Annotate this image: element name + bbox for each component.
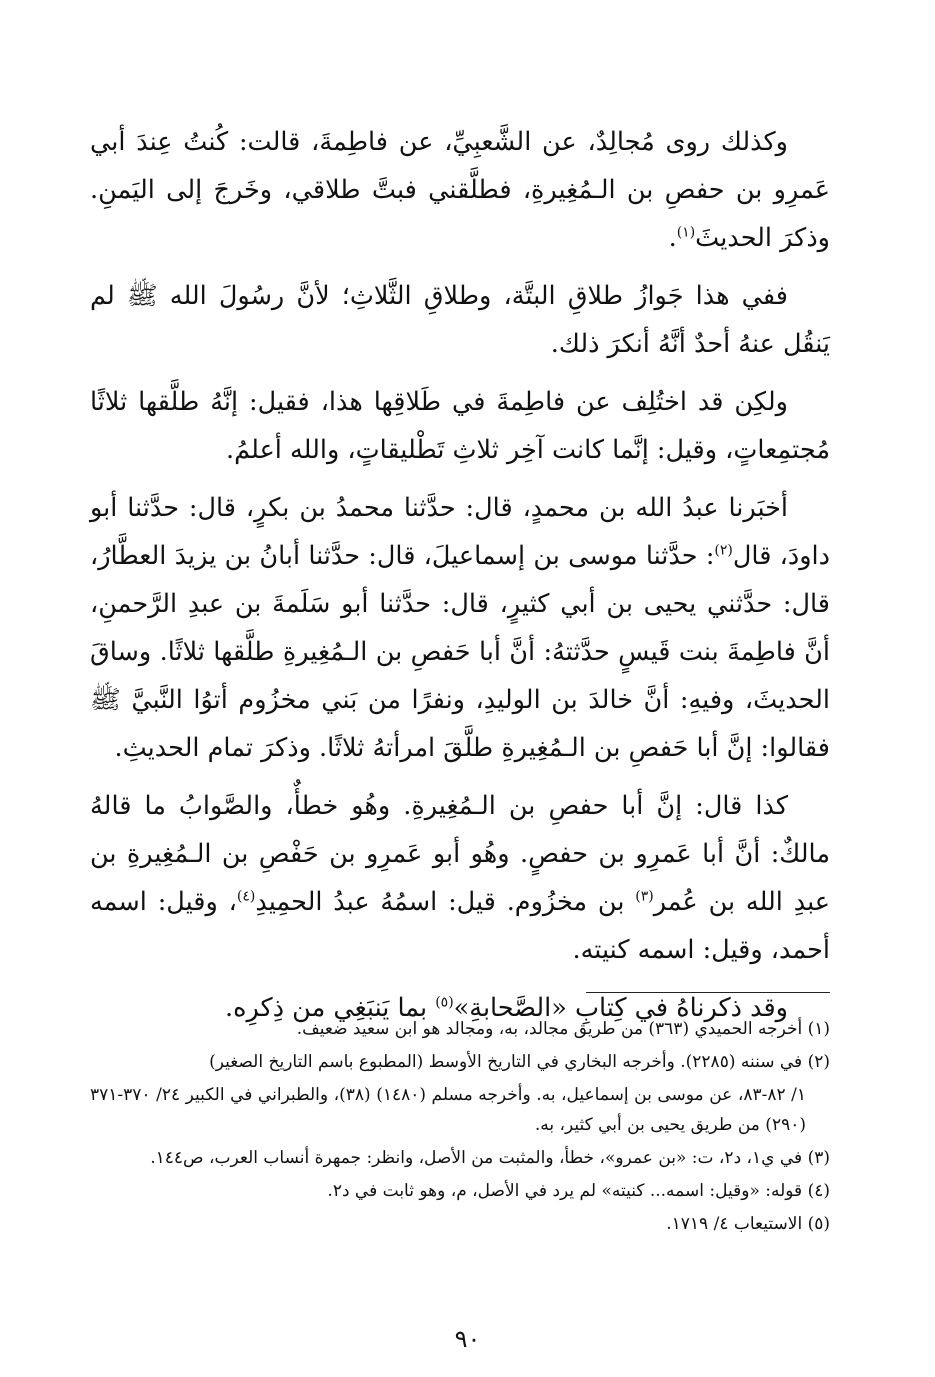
paragraph-1 xyxy=(90,118,830,262)
paragraph-5-rest: بن مخزُوم. قيل: اسمُهُ عبدُ الحمِيدِ xyxy=(255,887,636,917)
footnote-divider xyxy=(586,992,830,993)
footnote-marker-1: (١) xyxy=(676,224,696,241)
paragraph-4 xyxy=(90,484,830,772)
footnote-marker-5: (٥) xyxy=(435,994,454,1011)
footnote-marker-4: (٤) xyxy=(236,888,256,905)
footnote-5: (٥) الاستيعاب ٤/ ١٧١٩. xyxy=(666,1214,830,1234)
main-text xyxy=(90,118,830,1032)
page-number: ٩٠ xyxy=(454,1325,481,1353)
footnote-3: (٣) في ي١، د٢، ت: «بن عمرو»، خطأ، والمثبت من الأصل، وانظر: جمهرة أنساب العرب، ص١٤٤. xyxy=(150,1148,830,1168)
paragraph-6-rest: بما يَنبَغِي من ذِكرِه. xyxy=(225,993,436,1023)
footnote-2: (٢) في سننه (٢٢٨٥). وأخرجه البخاري في التاريخ الأوسط (المطبوع باسم التاريخ الصغير) xyxy=(209,1052,830,1072)
footnotes xyxy=(90,1014,830,1242)
paragraph-1-end: . xyxy=(668,223,677,253)
footnote-marker-3: (٣) xyxy=(635,888,654,905)
paragraph-4-text: أخبَرنا عبدُ الله بن محمدٍ، قال: حدَّثنا محمدُ بن بكرٍ، قال: حدَّثنا أبو داودَ، قال xyxy=(90,493,830,571)
paragraph-2: ففي هذا جَوازُ طلاقِ البتَّة، وطلاقِ الثَّلاثِ؛ لأنَّ رسُولَ الله ﷺ لم يَنقُل عنهُ أحدٌ أنَّهُ أنكرَ ذلك. xyxy=(90,281,830,359)
paragraph-6-text: وقد ذكرناهُ في كِتابِ «الصَّحابةِ» xyxy=(453,993,788,1023)
paragraph-5-end: ، وقيل: اسمه أحمد، وقيل: اسمه كنيته. xyxy=(90,887,830,965)
footnote-4: (٤) قوله: «وقيل: اسمه... كنيته» لم يرد في الأصل، م، وهو ثابت في د٢. xyxy=(327,1181,830,1201)
footnote-marker-2: (٢) xyxy=(714,542,733,559)
paragraph-5-text: كذا قال: إنَّ أبا حفصِ بن الـمُغِيرةِ. وهُو خطأٌ، والصَّوابُ ما قالهُ مالكٌ: أنَّ أبا عَمرِو بن حفصٍ. وهُو أبو عَمرِو بن حَفْصِ بن الـمُغِيرةِ بن عبدِ الله بن عُمر xyxy=(90,791,830,917)
paragraph-1-text: وكذلك روى مُجالِدٌ، عن الشَّعبِيِّ، عن فاطِمةَ، قالت: كُنتُ عِندَ أبي عَمرِو بن حفصِ بن الـمُغِيرةِ، فطلَّقني فبتَّ طلاقي، وخَرجَ إلى اليَمنِ. وذكرَ الحديثَ xyxy=(90,127,830,253)
paragraph-5 xyxy=(90,782,830,974)
paragraph-4-rest: : حدَّثنا موسى بن إسماعيلَ، قال: حدَّثنا أبانُ بن يزيدَ العطَّارُ، قال: حدَّثني يحيى بن أبي كثيرٍ، قال: حدَّثنا أبو سَلَمةَ بن عبدِ الرَّحمنِ، أنَّ فاطِمةَ بنت قَيسٍ حدَّثتهُ: أنَّ أبا حَفصِ بن الـمُغِيرةِ طلَّقها ثلاثًا. وساقَ الحديثَ، وفيهِ: أنَّ خالدَ بن الوليدِ، ونفرًا من بَني مخزُوم أتوُا النَّبيَّ ﷺ فقالوا: إنَّ أبا حَفصِ بن الـمُغِيرةِ طلَّقَ امرأتهُ ثلاثًا. وذكرَ تمام الحديثِ. xyxy=(90,541,830,763)
paragraph-3: ولكِن قد اختُلِف عن فاطِمةَ في طَلاقِها هذا، فقيل: إنَّهُ طلَّقها ثلاثًا مُجتمِعاتٍ، وقيل: إنَّما كانت آخِر ثلاثِ تَطْليقاتٍ، والله أعلمُ. xyxy=(90,387,830,465)
footnote-1: (١) أخرجه الحميدي (٣٦٣) من طريق مجالد، به، ومجالد هو ابن سعيد ضعيف. xyxy=(296,1019,830,1039)
footnote-2-continuation: ١/ ٨٢-٨٣، عن موسى بن إسماعيل، به. وأخرجه مسلم (١٤٨٠) (٣٨)، والطبراني في الكبير ٢٤/ ٣٧٠-٣٧١ (٢٩٠) من طريق يحيى بن أبي كثير، به. xyxy=(90,1085,806,1135)
